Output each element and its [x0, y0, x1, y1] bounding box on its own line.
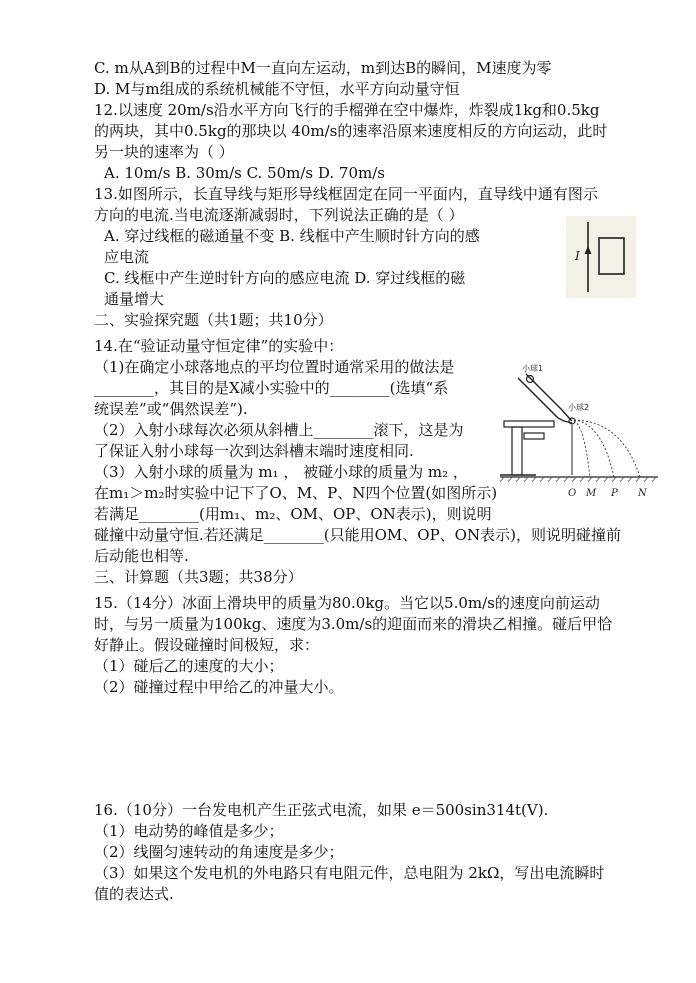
q14-part3-line2: 在m₁＞m₂时实验中记下了O、M、P、N四个位置(如图所示) — [94, 484, 498, 502]
q12-options: A. 10m/s B. 30m/s C. 50m/s D. 70m/s — [104, 164, 385, 182]
q14-part1-line1: （1)在确定小球落地点的平均位置时通常采用的做法是 — [94, 358, 455, 376]
q14-part2-line2: 了保证入射小球每一次到达斜槽末端时速度相同. — [94, 442, 414, 460]
q14-collision-apparatus-figure — [498, 363, 660, 503]
q16-sub1: （1）电动势的峰值是多少； — [94, 822, 284, 840]
point-n-label: N — [638, 488, 647, 499]
q14-part1-line3: 统误差”或“偶然误差”). — [94, 400, 248, 418]
q16-sub2: （2）线圈匀速转动的角速度是多少； — [94, 843, 344, 861]
q11-option-c: C. m从A到B的过程中M一直向左运动，m到达B的瞬间，M速度为零 — [94, 59, 552, 77]
q12-stem-line2: 的两块，其中0.5kg的那块以 40m/s的速率沿原来速度相反的方向运动，此时 — [94, 122, 608, 140]
q13-option-b-cont: 应电流 — [104, 248, 150, 266]
point-m-label: M — [586, 488, 597, 499]
q14-stem: 14.在“验证动量守恒定律”的实验中： — [94, 337, 344, 355]
q15-sub2: （2）碰撞过程中甲给乙的冲量大小。 — [94, 678, 344, 696]
q16-sub3-cont: 值的表达式. — [94, 885, 174, 903]
section-3-heading: 三、计算题（共3题；共38分） — [94, 568, 303, 586]
point-p-label: P — [611, 488, 618, 499]
q14-part3-line4: 碰撞中动量守恒.若还满足________(只能用OM、OP、ON表示)，则说明碰撞前 — [94, 526, 621, 544]
q14-part3-line1: （3）入射小球的质量为 m₁ ， 被碰小球的质量为 m₂ ， — [94, 463, 468, 481]
q14-part1-line2: ________，其目的是X减小实验中的________(选填“系 — [94, 379, 449, 397]
q13-stem-line1: 13.如图所示，长直导线与矩形导线框固定在同一平面内，直导线中通有图示 — [94, 185, 598, 203]
q13-option-c-d: C. 线框中产生逆时针方向的感应电流 D. 穿过线框的磁 — [104, 269, 466, 287]
q14-part3-line5: 后动能也相等. — [94, 547, 189, 565]
q15-stem-line1: 15.（14分）冰面上滑块甲的质量为80.0kg。当它以5.0m/s的速度向前运动 — [94, 594, 600, 612]
q13-option-a-b: A. 穿过线框的磁通量不变 B. 线框中产生顺时针方向的感 — [104, 227, 480, 245]
q14-part3-line3: 若满足________(用m₁、m₂、OM、OP、ON表示)，则说明 — [94, 505, 492, 523]
q15-stem-line2: 时，与另一质量为100kg、速度为3.0m/s的迎面而来的滑块乙相撞。碰后甲恰 — [94, 615, 613, 633]
q12-stem-line3: 另一块的速率为（ ） — [94, 143, 234, 161]
q15-sub1: （1）碰后乙的速度的大小； — [94, 657, 284, 675]
ball-2-label: 小球2 — [568, 403, 590, 412]
ball-1-label: 小球1 — [522, 364, 544, 373]
q16-stem: 16.（10分）一台发电机产生正弦式电流，如果 e＝500sin314t(V). — [94, 801, 549, 819]
q15-stem-line3: 好静止。假设碰撞时间极短，求： — [94, 636, 320, 654]
q11-option-d: D. M与m组成的系统机械能不守恒，水平方向动量守恒 — [94, 80, 460, 98]
point-o-label: O — [568, 488, 577, 499]
q14-part2-line1: （2）入射小球每次必须从斜槽上________滚下，这是为 — [94, 421, 464, 439]
q13-option-d-cont: 通量增大 — [104, 290, 165, 308]
q13-wire-frame-figure — [566, 216, 636, 298]
q13-current-label: I — [575, 249, 580, 263]
q13-stem-line2: 方向的电流.当电流逐渐减弱时，下列说法正确的是（ ） — [94, 206, 464, 224]
ball-1 — [527, 376, 534, 383]
section-2-heading: 二、实验探究题（共1题；共10分） — [94, 311, 333, 329]
q12-stem-line1: 12.以速度 20m/s沿水平方向飞行的手榴弹在空中爆炸，炸裂成1kg和0.5kg — [94, 101, 600, 119]
q16-sub3: （3）如果这个发电机的外电路只有电阻元件，总电阻为 2kΩ，写出电流瞬时 — [94, 864, 605, 882]
